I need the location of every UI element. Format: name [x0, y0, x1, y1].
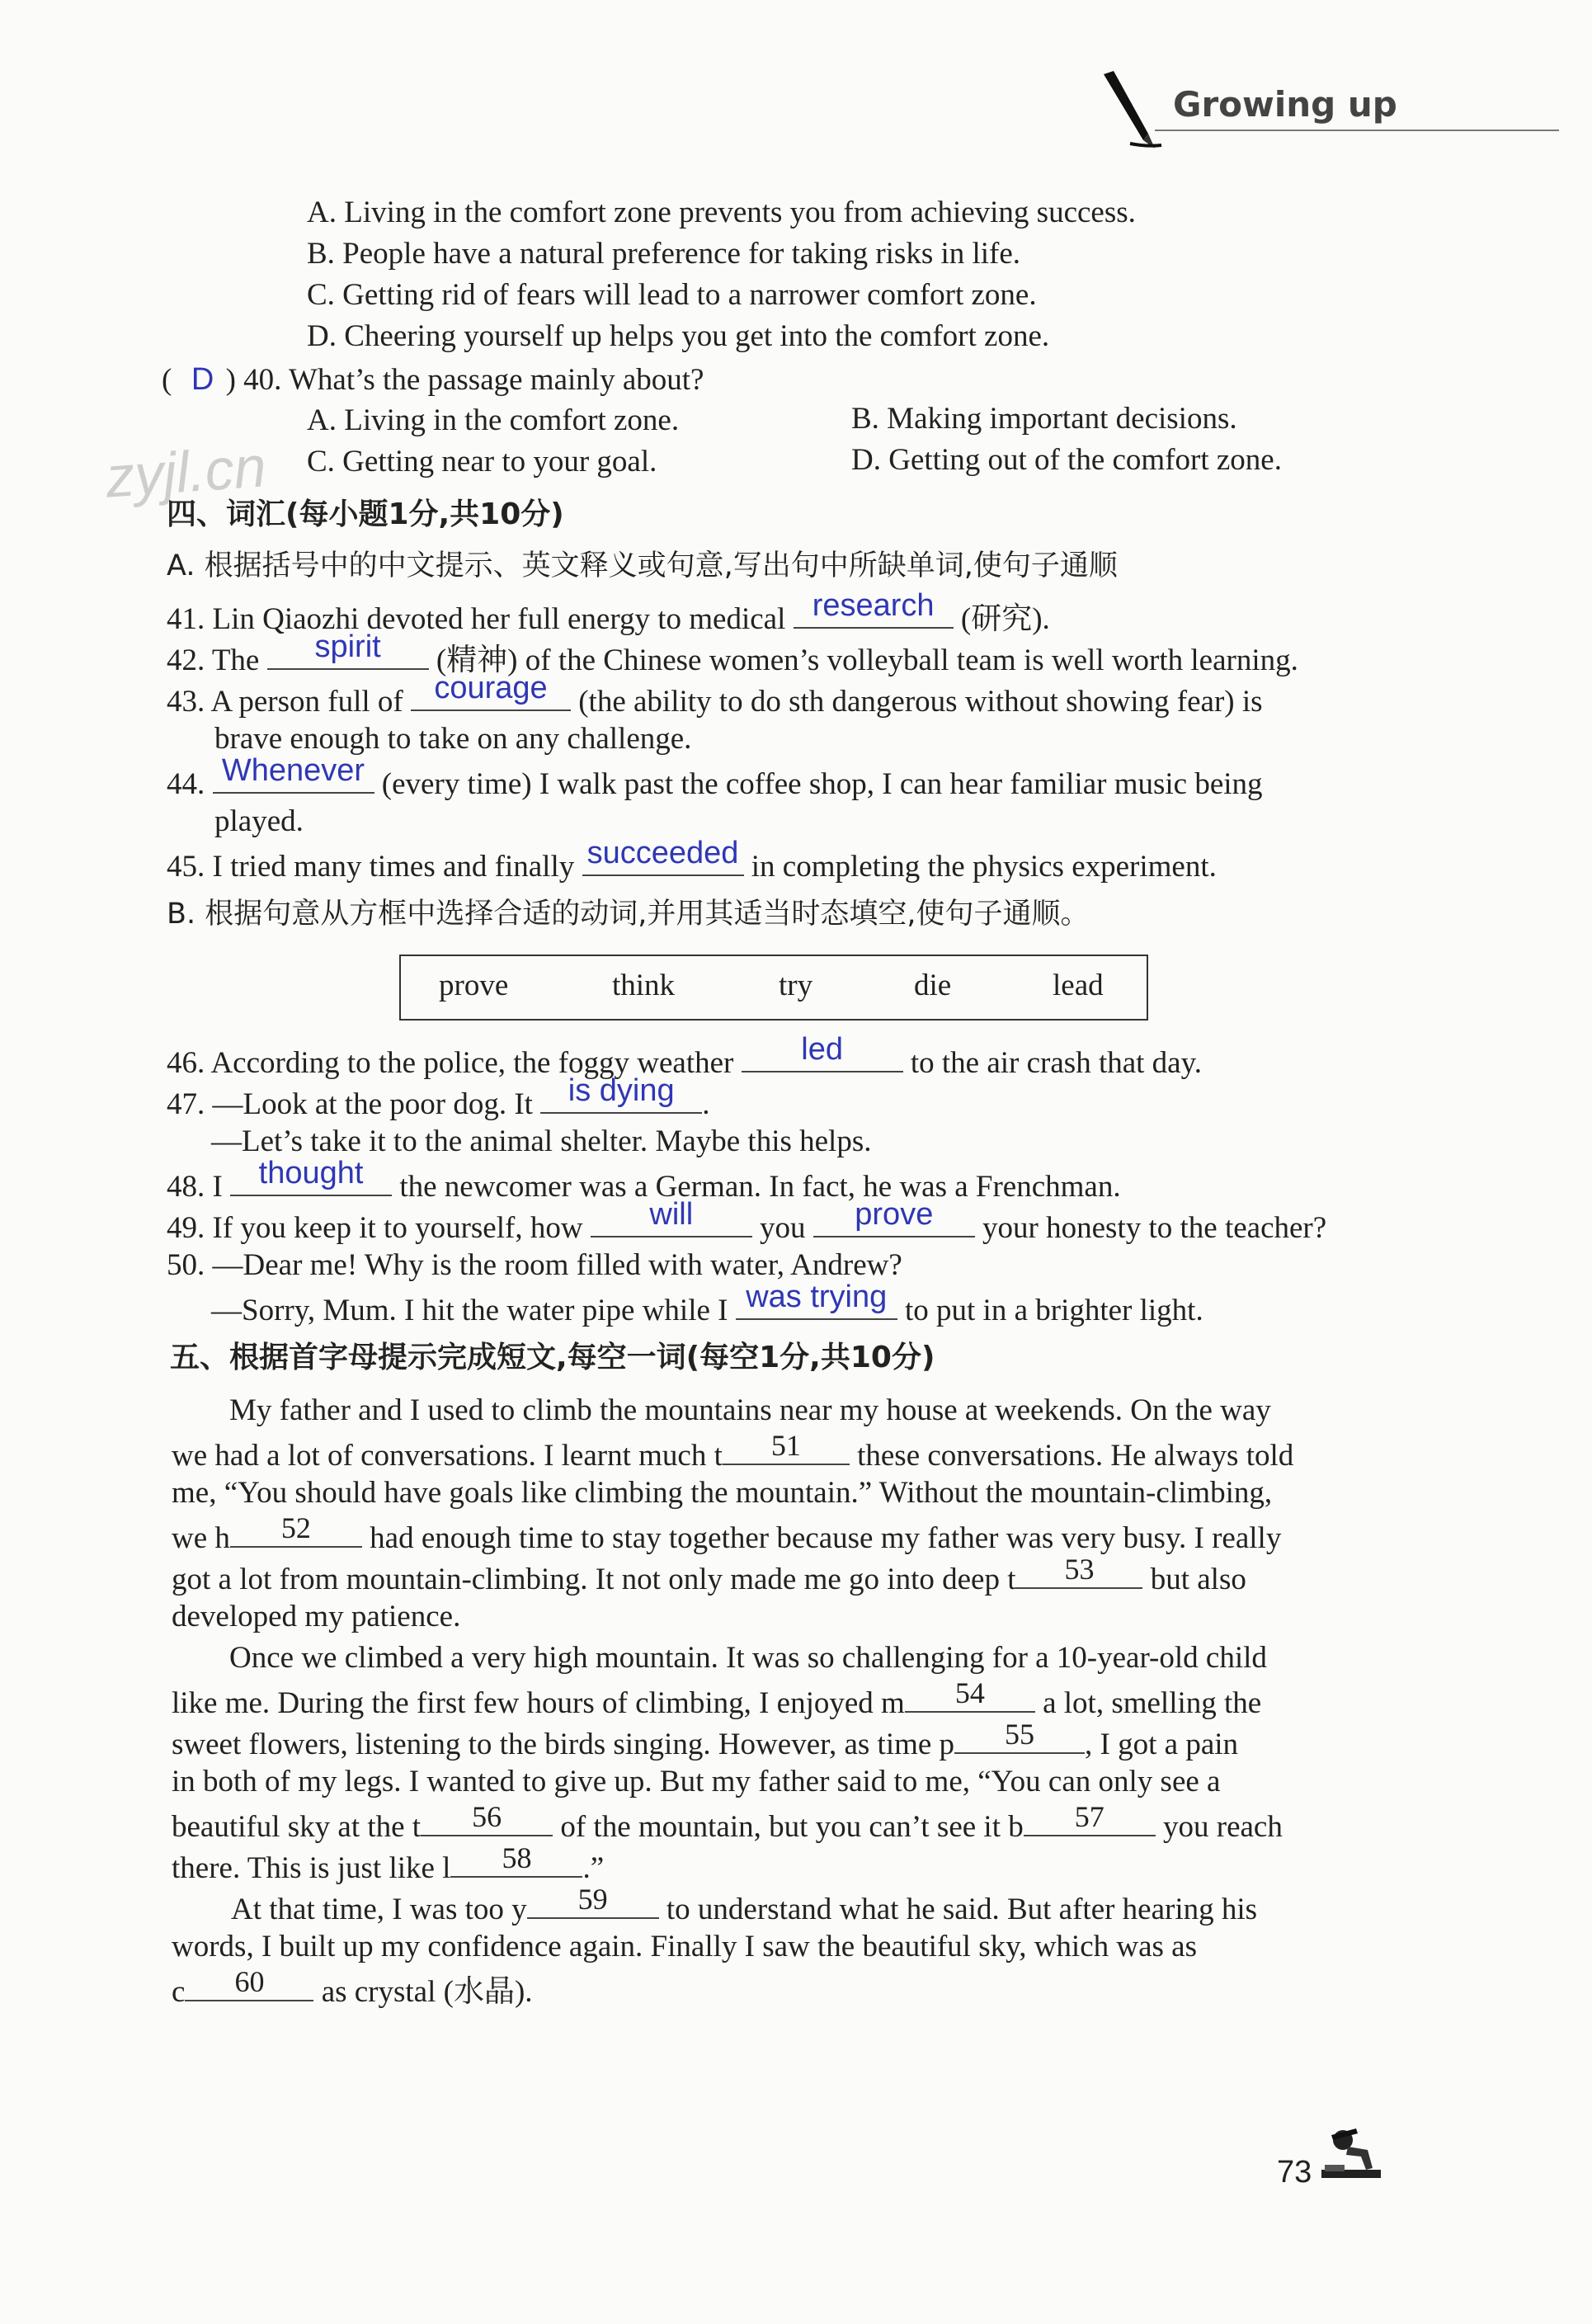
q40-option-d: D. Getting out of the comfort zone.: [851, 443, 1282, 477]
passage-line: like me. During the first few hours of climbing, I enjoyed m 54 a lot, smelling the: [172, 1676, 1262, 1720]
passage-line: got a lot from mountain-climbing. It not only made me go into deep t 53 but also: [172, 1553, 1246, 1596]
passage-line: c 60 as crystal (水晶).: [172, 1965, 533, 2009]
q50-line1: 50. —Dear me! Why is the room filled with water, Andrew?: [167, 1248, 902, 1282]
q50-blank: was trying: [736, 1289, 897, 1320]
q45: 45. I tried many times and finally succeeded in completing the physics experiment.: [167, 836, 1217, 884]
q47-blank: is dying: [540, 1082, 702, 1114]
q41-blank: research: [794, 597, 954, 629]
q40-question: ) 40. What’s the passage mainly about?: [225, 363, 704, 397]
blank-58: 58: [450, 1846, 582, 1878]
q39-option-c: C. Getting rid of fears will lead to a narrower comfort zone.: [307, 278, 1037, 312]
blank-56: 56: [421, 1805, 553, 1836]
passage-line: we had a lot of conversations. I learnt much t 51 these conversations. He always told: [172, 1429, 1294, 1473]
header-title: Growing up: [1173, 84, 1397, 125]
passage-line: At that time, I was too y 59 to understand what he said. But after hearing his: [231, 1883, 1258, 1926]
blank-55: 55: [954, 1723, 1085, 1754]
q45-blank: succeeded: [582, 845, 744, 876]
passage-line: words, I built up my confidence again. Finally I saw the beautiful sky, which was as: [172, 1930, 1197, 1963]
q49-blank-2: prove: [813, 1206, 975, 1237]
q42: 42. The spirit (精神) of the Chinese women’s volleyball team is well worth learning.: [167, 629, 1298, 677]
passage-line: me, “You should have goals like climbing the mountain.” Without the mountain-climbing,: [172, 1476, 1273, 1510]
q48: 48. I thought the newcomer was a German. In fact, he was a Frenchman.: [167, 1156, 1121, 1204]
blank-59: 59: [527, 1888, 659, 1919]
pen-icon: [1097, 69, 1163, 152]
passage-line: developed my patience.: [172, 1600, 461, 1633]
blank-51: 51: [723, 1434, 850, 1465]
q50: —Sorry, Mum. I hit the water pipe while I was trying to put in a brighter light.: [211, 1280, 1203, 1327]
page-number: 73: [1277, 2155, 1312, 2190]
passage-line: sweet flowers, listening to the birds singing. However, as time p 55 , I got a pain: [172, 1718, 1239, 1761]
q41: 41. Lin Qiaozhi devoted her full energy to medical research (研究).: [167, 588, 1050, 636]
q43-blank: courage: [411, 680, 571, 711]
q39-option-d: D. Cheering yourself up helps you get into the comfort zone.: [307, 319, 1050, 353]
q43: 43. A person full of courage (the ability to do sth dangerous without showing fear) is: [167, 671, 1263, 719]
q44: 44. Whenever (every time) I walk past the coffee shop, I can hear familiar music being: [167, 753, 1263, 801]
passage-line: My father and I used to climb the mountains near my house at weekends. On the way: [229, 1393, 1271, 1427]
blank-57: 57: [1024, 1805, 1156, 1836]
passage-line: we h 52 had enough time to stay together because my father was very busy. I really: [172, 1511, 1282, 1555]
q46-blank: led: [742, 1041, 903, 1072]
box-word: lead: [1053, 969, 1104, 1002]
watermark: zyjl.cn: [103, 434, 268, 510]
passage-line: Once we climbed a very high mountain. It was so challenging for a 10-year-old child: [229, 1641, 1267, 1675]
blank-52: 52: [230, 1516, 362, 1548]
q40-option-b: B. Making important decisions.: [851, 402, 1237, 436]
q49: 49. If you keep it to yourself, how will you prove your honesty to the teacher?: [167, 1197, 1327, 1245]
box-word: try: [779, 969, 813, 1002]
passage-line: beautiful sky at the t 56 of the mountain, but you can’t see it b 57 you reach: [172, 1800, 1283, 1844]
q49-blank-1: will: [591, 1206, 752, 1237]
section4-partA: A. 根据括号中的中文提示、英文释义或句意,写出句中所缺单词,使句子通顺: [167, 549, 1118, 582]
header-rule: [1155, 130, 1559, 131]
q44-continued: played.: [214, 804, 304, 838]
word-box: [399, 955, 1148, 1021]
q40-open-paren: (: [162, 363, 172, 397]
reading-figure-icon: [1318, 2122, 1384, 2188]
blank-53: 53: [1015, 1558, 1142, 1589]
box-word: prove: [439, 969, 509, 1002]
q40-answer: D: [191, 362, 214, 397]
blank-60: 60: [185, 1970, 313, 2001]
section5-title: 五、根据首字母提示完成短文,每空一词(每空1分,共10分): [170, 1341, 935, 1374]
q42-blank: spirit: [267, 639, 429, 670]
section4-partB: B. 根据句意从方框中选择合适的动词,并用其适当时态填空,使句子通顺。: [167, 898, 1090, 931]
passage-line: there. This is just like l 58 .”: [172, 1841, 605, 1885]
q40-stem: [162, 361, 704, 398]
q46: 46. According to the police, the foggy weather led to the air crash that day.: [167, 1032, 1202, 1080]
box-word: die: [914, 969, 952, 1002]
q47: 47. —Look at the poor dog. It is dying .: [167, 1073, 710, 1121]
q47-continued: —Let’s take it to the animal shelter. Maybe this helps.: [211, 1124, 872, 1158]
passage-line: in both of my legs. I wanted to give up. But my father said to me, “You can only see a: [172, 1765, 1221, 1798]
q39-option-a: A. Living in the comfort zone prevents you from achieving success.: [307, 196, 1136, 229]
q40-option-a: A. Living in the comfort zone.: [307, 403, 680, 437]
blank-54: 54: [905, 1681, 1035, 1713]
q40-option-c: C. Getting near to your goal.: [307, 445, 657, 478]
box-word: think: [612, 969, 676, 1002]
section4-title: 四、词汇(每小题1分,共10分): [167, 497, 564, 531]
q44-blank: Whenever: [213, 762, 374, 794]
q39-option-b: B. People have a natural preference for taking risks in life.: [307, 237, 1021, 271]
q43-continued: brave enough to take on any challenge.: [214, 722, 692, 756]
q48-blank: thought: [230, 1165, 392, 1196]
